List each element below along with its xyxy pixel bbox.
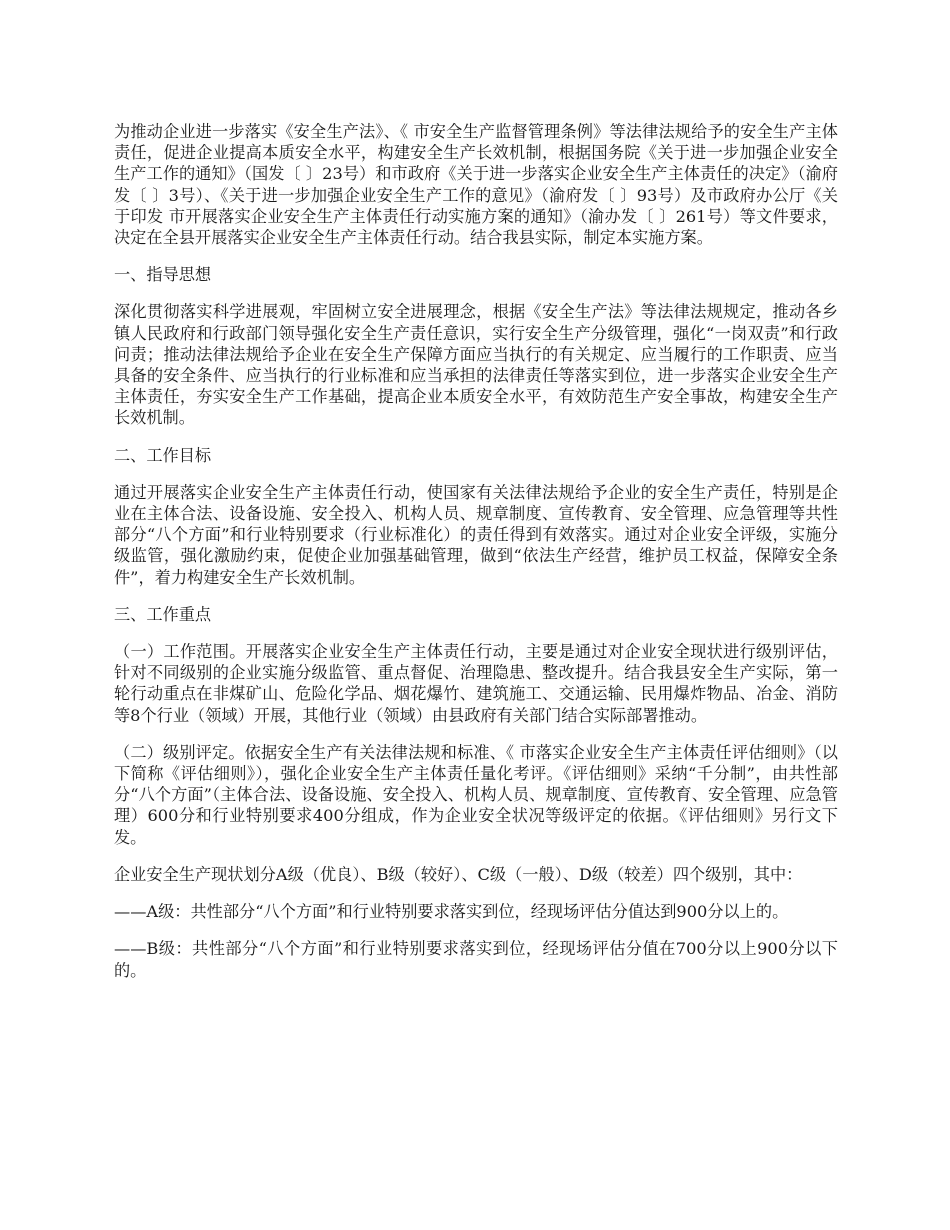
section-heading-work-focus: 三、工作重点 <box>114 604 212 624</box>
guiding-ideology-paragraph: 深化贯彻落实科学进展观，牢固树立安全进展理念，根据《安全生产法》等法律法规规定，推动各乡镇人民政府和行政部门领导强化安全生产责任意识，实行安全生产分级管理，强化“一岗双责”和行政问责；推动法律法规给予企业在安全生产保障方面应当执行的有关规定、应当履行的工作职责、应当具备的安全条件、应当执行的行业标准和应当承担的法律责任等落实到位，进一步落实企业安全生产主体责任，夯实安全生产工作基础，提高企业本质安全水平，有效防范生产安全事故，构建安全生产长效机制。 <box>114 302 838 428</box>
document-body <box>114 121 838 997</box>
level-b-paragraph: ——B级：共性部分“八个方面”和行业特别要求落实到位，经现场评估分值在700分以上900分以下的。 <box>114 939 838 980</box>
section-heading-work-goals: 二、工作目标 <box>114 445 212 465</box>
intro-paragraph: 为推动企业进一步落实《安全生产法》、《 市安全生产监督管理条例》等法律法规给予的安全生产主体责任，促进企业提高本质安全水平，构建安全生产长效机制，根据国务院《关于进一步加强企业安全生产工作的通知》（国发〔 〕23号）和市政府《关于进一步落实企业安全生产主体责任的决定》（渝府发〔 〕3号）、《关于进一步加强企业安全生产工作的意见》（渝府发〔 〕93号）及市政府办公厅《关于印发 市开展落实企业安全生产主体责任行动实施方案的通知》（渝办发〔 〕261号）等文件要求，决定在全县开展落实企业安全生产主体责任行动。结合我县实际，制定本实施方案。 <box>114 122 838 248</box>
work-goals-paragraph: 通过开展落实企业安全生产主体责任行动，使国家有关法律法规给予企业的安全生产责任，特别是企业在主体合法、设备设施、安全投入、机构人员、规章制度、宣传教育、安全管理、应急管理等共性部分“八个方面”和行业特别要求（行业标准化）的责任得到有效落实。通过对企业安全评级，实施分级监管，强化激励约束，促使企业加强基础管理，做到“依法生产经营，维护员工权益，保障安全条件”，着力构建安全生产长效机制。 <box>114 482 838 587</box>
level-a-paragraph: ——A级：共性部分“八个方面”和行业特别要求落实到位，经现场评估分值达到900分以上的。 <box>114 902 789 922</box>
section-heading-guiding-ideology: 一、指导思想 <box>114 265 212 285</box>
level-rating-paragraph: （二）级别评定。依据安全生产有关法律法规和标准、《 市落实企业安全生产主体责任评估细则》（以下简称《评估细则》），强化企业安全生产主体责任量化考评。《评估细则》采纳“千分制”，由共性部分“八个方面”（主体合法、设备设施、安全投入、机构人员、规章制度、宣传教育、安全管理、应急管理）600分和行业特别要求400分组成，作为企业安全状况等级评定的依据。《评估细则》另行文下发。 <box>114 742 838 847</box>
work-scope-paragraph: （一）工作范围。开展落实企业安全生产主体责任行动，主要是通过对企业安全现状进行级别评估，针对不同级别的企业实施分级监管、重点督促、治理隐患、整改提升。结合我县安全生产实际，第一轮行动重点在非煤矿山、危险化学品、烟花爆竹、建筑施工、交通运输、民用爆炸物品、冶金、消防等8个行业（领域）开展，其他行业（领域）由县政府有关部门结合实际部署推动。 <box>114 642 838 725</box>
level-categories-paragraph: 企业安全生产现状划分A级（优良）、B级（较好）、C级（一般）、D级（较差）四个级别，其中： <box>114 864 803 884</box>
